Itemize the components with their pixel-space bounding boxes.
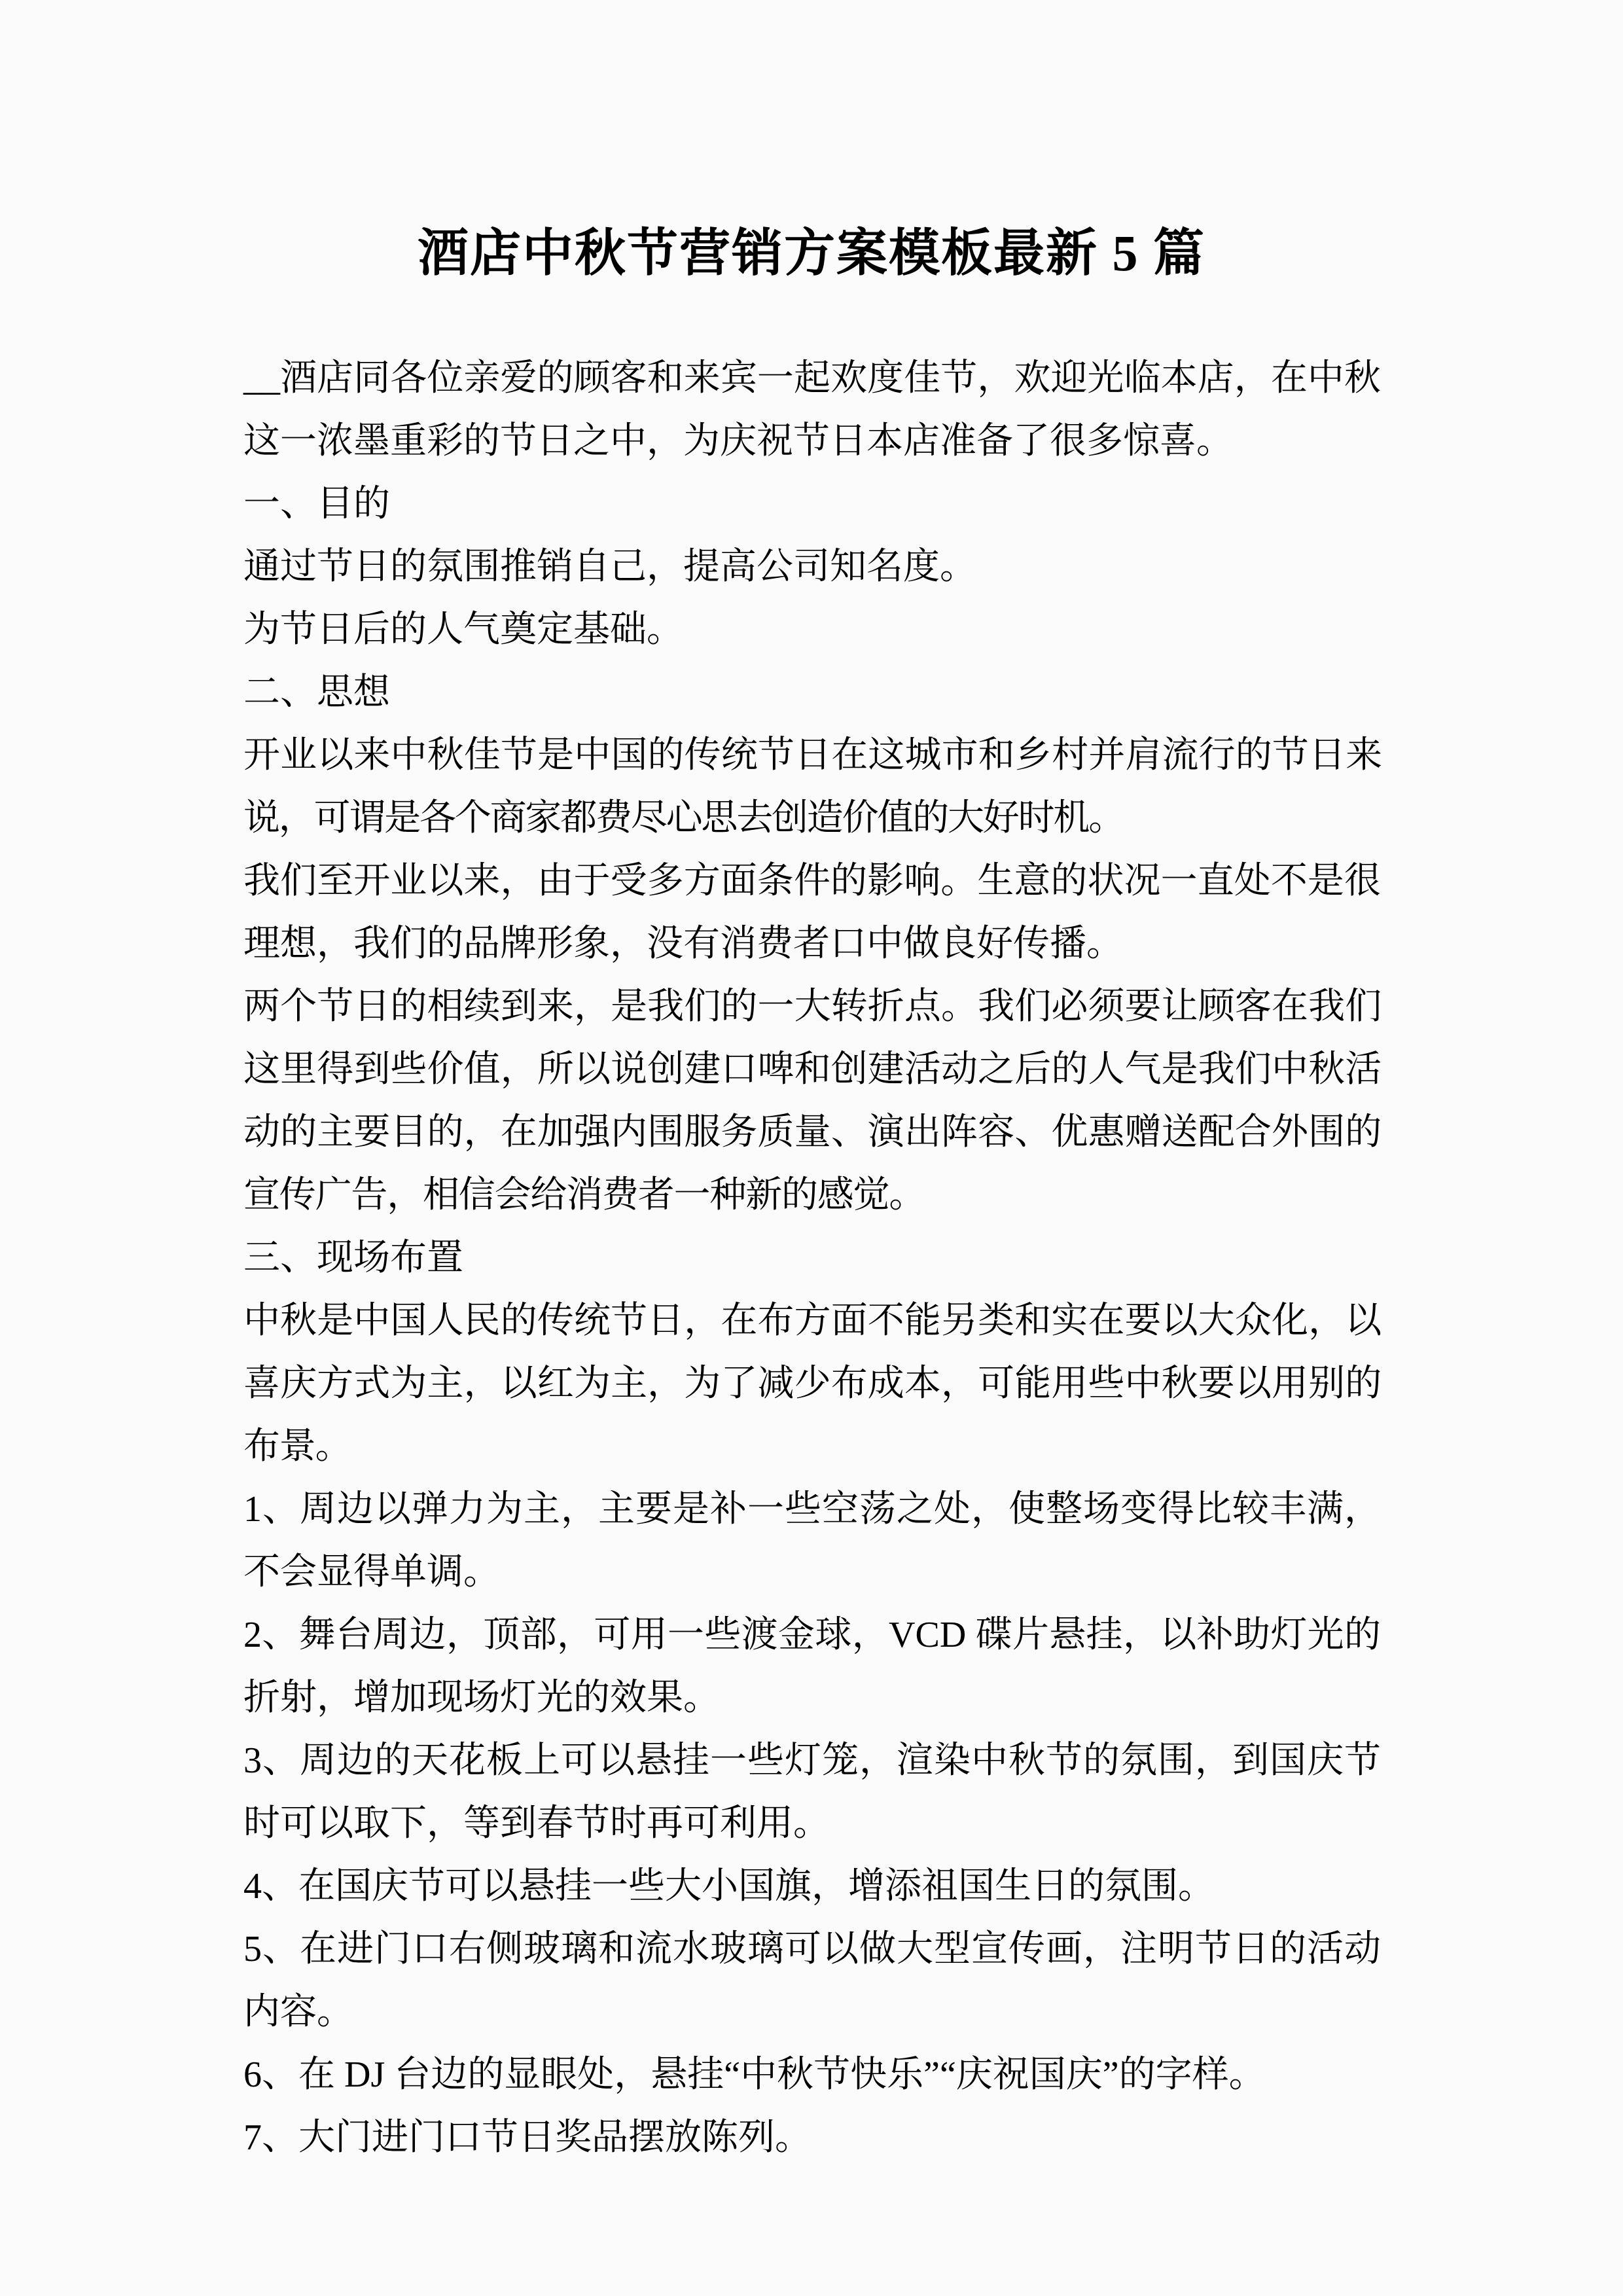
paragraph-layout-item-1: 1、周边以弹力为主，主要是补一些空荡之处，使整场变得比较丰满，不会显得单调。	[243, 1489, 1381, 1592]
paragraph-heading-3: 三、现场布置	[243, 1238, 463, 1278]
paragraph-layout-item-3: 3、周边的天花板上可以悬挂一些灯笼，渲染中秋节的氛围，到国庆节时可以取下，等到春节时再可利用。	[243, 1740, 1381, 1844]
paragraph-purpose-2: 为节日后的人气奠定基础。	[243, 609, 683, 650]
paragraph-thought-1: 开业以来中秋佳节是中国的传统节日在这城市和乡村并肩流行的节日来说，可谓是各个商家都费尽心思去创造价值的大好时机。	[243, 735, 1381, 838]
paragraph-layout-item-6: 6、在 DJ 台边的显眼处，悬挂“中秋节快乐”“庆祝国庆”的字样。	[243, 2054, 1266, 2095]
paragraph-layout-item-5: 5、在进门口右侧玻璃和流水玻璃可以做大型宣传画，注明节日的活动内容。	[243, 1929, 1381, 2032]
page-title: 酒店中秋节营销方案模板最新 5 篇	[417, 224, 1205, 282]
paragraph-layout-intro: 中秋是中国人民的传统节日，在布方面不能另类和实在要以大众化，以喜庆方式为主，以红为主，为了减少布成本，可能用些中秋要以用别的布景。	[243, 1300, 1381, 1467]
paragraph-thought-2: 我们至开业以来，由于受多方面条件的影响。生意的状况一直处不是很理想，我们的品牌形象，没有消费者口中做良好传播。	[243, 861, 1381, 964]
paragraph-thought-3: 两个节日的相续到来，是我们的一大转折点。我们必须要让顾客在我们这里得到些价值，所以说创建口啤和创建活动之后的人气是我们中秋活动的主要目的，在加强内围服务质量、演出阵容、优惠赠送配合外围的宣传广告，相信会给消费者一种新的感觉。	[243, 986, 1381, 1215]
paragraph-intro: __酒店同各位亲爱的顾客和来宾一起欢度佳节，欢迎光临本店，在中秋这一浓墨重彩的节日之中，为庆祝节日本店准备了很多惊喜。	[243, 358, 1381, 461]
paragraph-purpose-1: 通过节日的氛围推销自己，提高公司知名度。	[243, 547, 976, 587]
document-body	[243, 347, 1381, 2169]
paragraph-heading-2: 二、思想	[243, 672, 390, 713]
paragraph-layout-item-4: 4、在国庆节可以悬挂一些大小国旗，增添祖国生日的氛围。	[243, 1866, 1215, 1907]
paragraph-layout-item-2: 2、舞台周边，顶部，可用一些渡金球，VCD 碟片悬挂，以补助灯光的折射，增加现场灯光的效果。	[243, 1615, 1381, 1718]
paragraph-layout-item-7: 7、大门进门口节日奖品摆放陈列。	[243, 2117, 812, 2158]
paragraph-heading-1: 一、目的	[243, 484, 390, 524]
